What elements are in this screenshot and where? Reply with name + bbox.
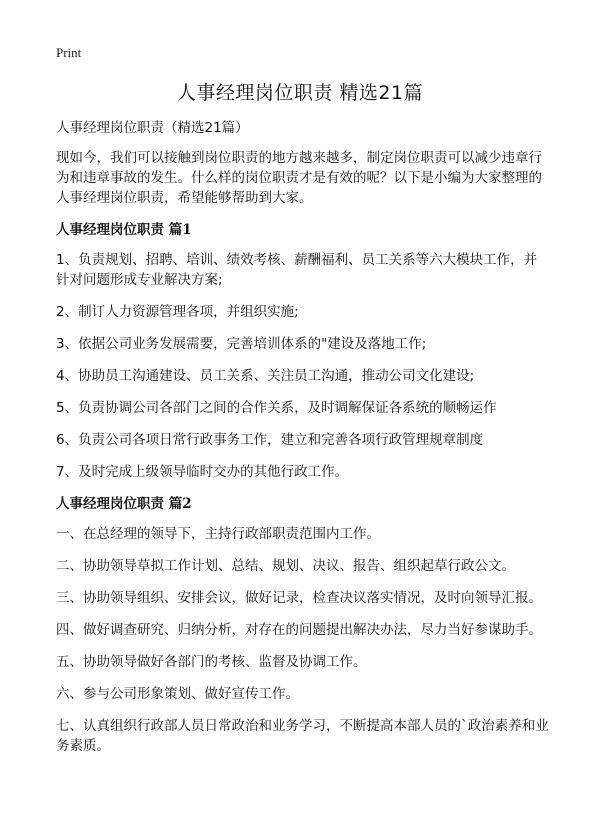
list-item: 七、认真组织行政部人员日常政治和业务学习，不断提高本部人员的`政治素养和业务素质。 — [56, 718, 549, 754]
intro-paragraph: 现如今，我们可以接触到岗位职责的地方越来越多，制定岗位职责可以减少违章行为和违章事故的发生。什么样的岗位职责才是有效的呢？以下是小编为大家整理的人事经理岗位职责，希望能够帮助到大家。 — [56, 150, 542, 206]
section-heading: 人事经理岗位职责 篇2 — [56, 496, 192, 512]
list-item: 6、负责公司各项日常行政事务工作，建立和完善各项行政管理规章制度 — [56, 432, 484, 448]
list-item: 2、制订人力资源管理各项，并组织实施; — [56, 304, 299, 320]
list-item: 一、在总经理的领导下，主持行政部职责范围内工作。 — [56, 526, 380, 542]
document-body — [56, 118, 550, 768]
list-item: 四、做好调查研究、归纳分析，对存在的问题提出解决办法，尽力当好参谋助手。 — [56, 622, 542, 638]
print-link[interactable]: Print — [56, 45, 82, 60]
list-item: 六、参与公司形象策划、做好宣传工作。 — [56, 686, 299, 702]
list-item: 五、协助领导做好各部门的考核、监督及协调工作。 — [56, 654, 367, 670]
page-title: 人事经理岗位职责 精选21篇 — [176, 82, 424, 104]
list-item: 1、负责规划、招聘、培训、绩效考核、薪酬福利、员工关系等六大模块工作，并针对问题形成专业解决方案; — [56, 252, 538, 288]
list-item: 7、及时完成上级领导临时交办的其他行政工作。 — [56, 464, 349, 480]
section-1 — [56, 220, 550, 482]
list-item: 二、协助领导草拟工作计划、总结、规划、决议、报告、组织起草行政公文。 — [56, 558, 515, 574]
section-heading: 人事经理岗位职责 篇1 — [56, 222, 192, 238]
document-subtitle: 人事经理岗位职责（精选21篇） — [56, 120, 249, 136]
list-item: 3、依据公司业务发展需要，完善培训体系的"建设及落地工作; — [56, 336, 427, 352]
list-item: 5、负责协调公司各部门之间的合作关系，及时调解保证各系统的顺畅运作 — [56, 400, 497, 416]
section-2 — [56, 494, 550, 756]
list-item: 三、协助领导组织、安排会议，做好记录，检查决议落实情况，及时向领导汇报。 — [56, 590, 542, 606]
list-item: 4、协助员工沟通建设、员工关系、关注员工沟通，推动公司文化建设; — [56, 368, 475, 384]
